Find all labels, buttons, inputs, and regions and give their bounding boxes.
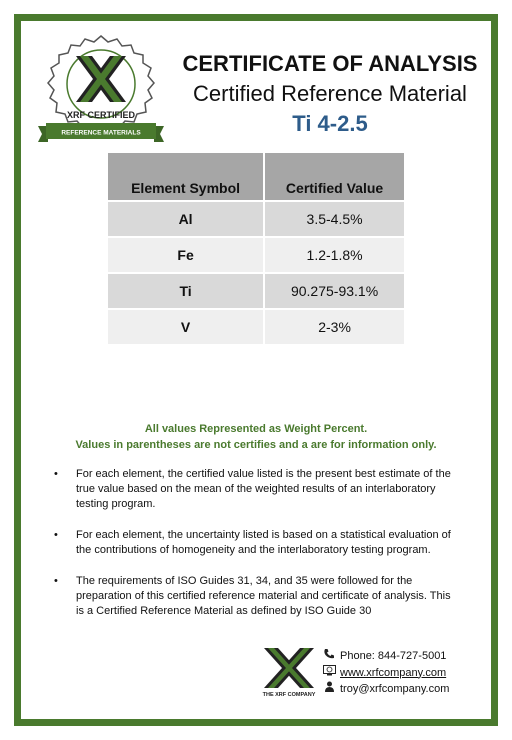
certified-values-table [108, 153, 404, 344]
column-header-element-symbol: Element Symbol [108, 153, 264, 201]
bullet-glyph: • [54, 468, 58, 480]
certified-value: 1.2-1.8% [264, 237, 404, 273]
certified-value: 3.5-4.5% [264, 201, 404, 237]
table-row [108, 237, 404, 273]
website-row [322, 665, 449, 681]
material-name: Ti 4-2.5 [292, 111, 368, 136]
xrf-company-logo [260, 646, 318, 698]
table-row [108, 201, 404, 237]
logo-caption: THE XRF COMPANY [262, 692, 316, 698]
element-symbol: Fe [108, 237, 264, 273]
person-icon [322, 681, 336, 697]
xrf-certified-seal [36, 32, 166, 152]
certified-value: 2-3% [264, 309, 404, 344]
bullet-text: The requirements of ISO Guides 31, 34, and 35 were followed for the preparation of this certified reference material and certificate of analysis. This is a Certified Reference Material as defined by ISO Guide 30 [76, 575, 451, 617]
certificate-header [180, 50, 480, 138]
column-header-certified-value: Certified Value [264, 153, 404, 201]
document-subtitle: Certified Reference Material [193, 81, 467, 106]
element-symbol: Ti [108, 273, 264, 309]
contact-info [322, 648, 449, 697]
phone-icon [322, 648, 336, 665]
weight-percent-note [30, 421, 482, 453]
bullet-text: For each element, the uncertainty listed is based on a statistical evaluation of the contributions of homogeneity and the interlaboratory testing program. [76, 529, 451, 556]
phone-number: Phone: 844-727-5001 [340, 650, 447, 662]
email-row [322, 681, 449, 697]
phone-row [322, 648, 449, 665]
bullet-glyph: • [54, 529, 58, 541]
certified-value: 90.275-93.1% [264, 273, 404, 309]
bullet-text: For each element, the certified value listed is the present best estimate of the true value based on the mean of the weighted results of an interlaboratory testing program. [76, 468, 451, 510]
element-symbol: V [108, 309, 264, 344]
bullet-glyph: • [54, 575, 58, 587]
list-item [50, 467, 452, 512]
list-item [50, 528, 452, 558]
website-link[interactable]: www.xrfcompany.com [340, 666, 447, 679]
list-item [50, 574, 452, 619]
note-line-1: All values Represented as Weight Percent. [144, 423, 368, 435]
email-address[interactable]: troy@xrfcompany.com [340, 682, 450, 695]
web-icon [322, 665, 336, 681]
table-header-row [108, 153, 404, 201]
table-row [108, 273, 404, 309]
document-title: CERTIFICATE OF ANALYSIS [182, 51, 478, 76]
note-line-2: Values in parentheses are not certifies and a are for information only. [75, 439, 437, 451]
element-symbol: Al [108, 201, 264, 237]
certification-notes-list [50, 467, 452, 635]
table-row [108, 309, 404, 344]
seal-badge-text: XRF CERTIFIED [66, 110, 136, 120]
seal-ribbon-text: REFERENCE MATERIALS [61, 129, 141, 137]
